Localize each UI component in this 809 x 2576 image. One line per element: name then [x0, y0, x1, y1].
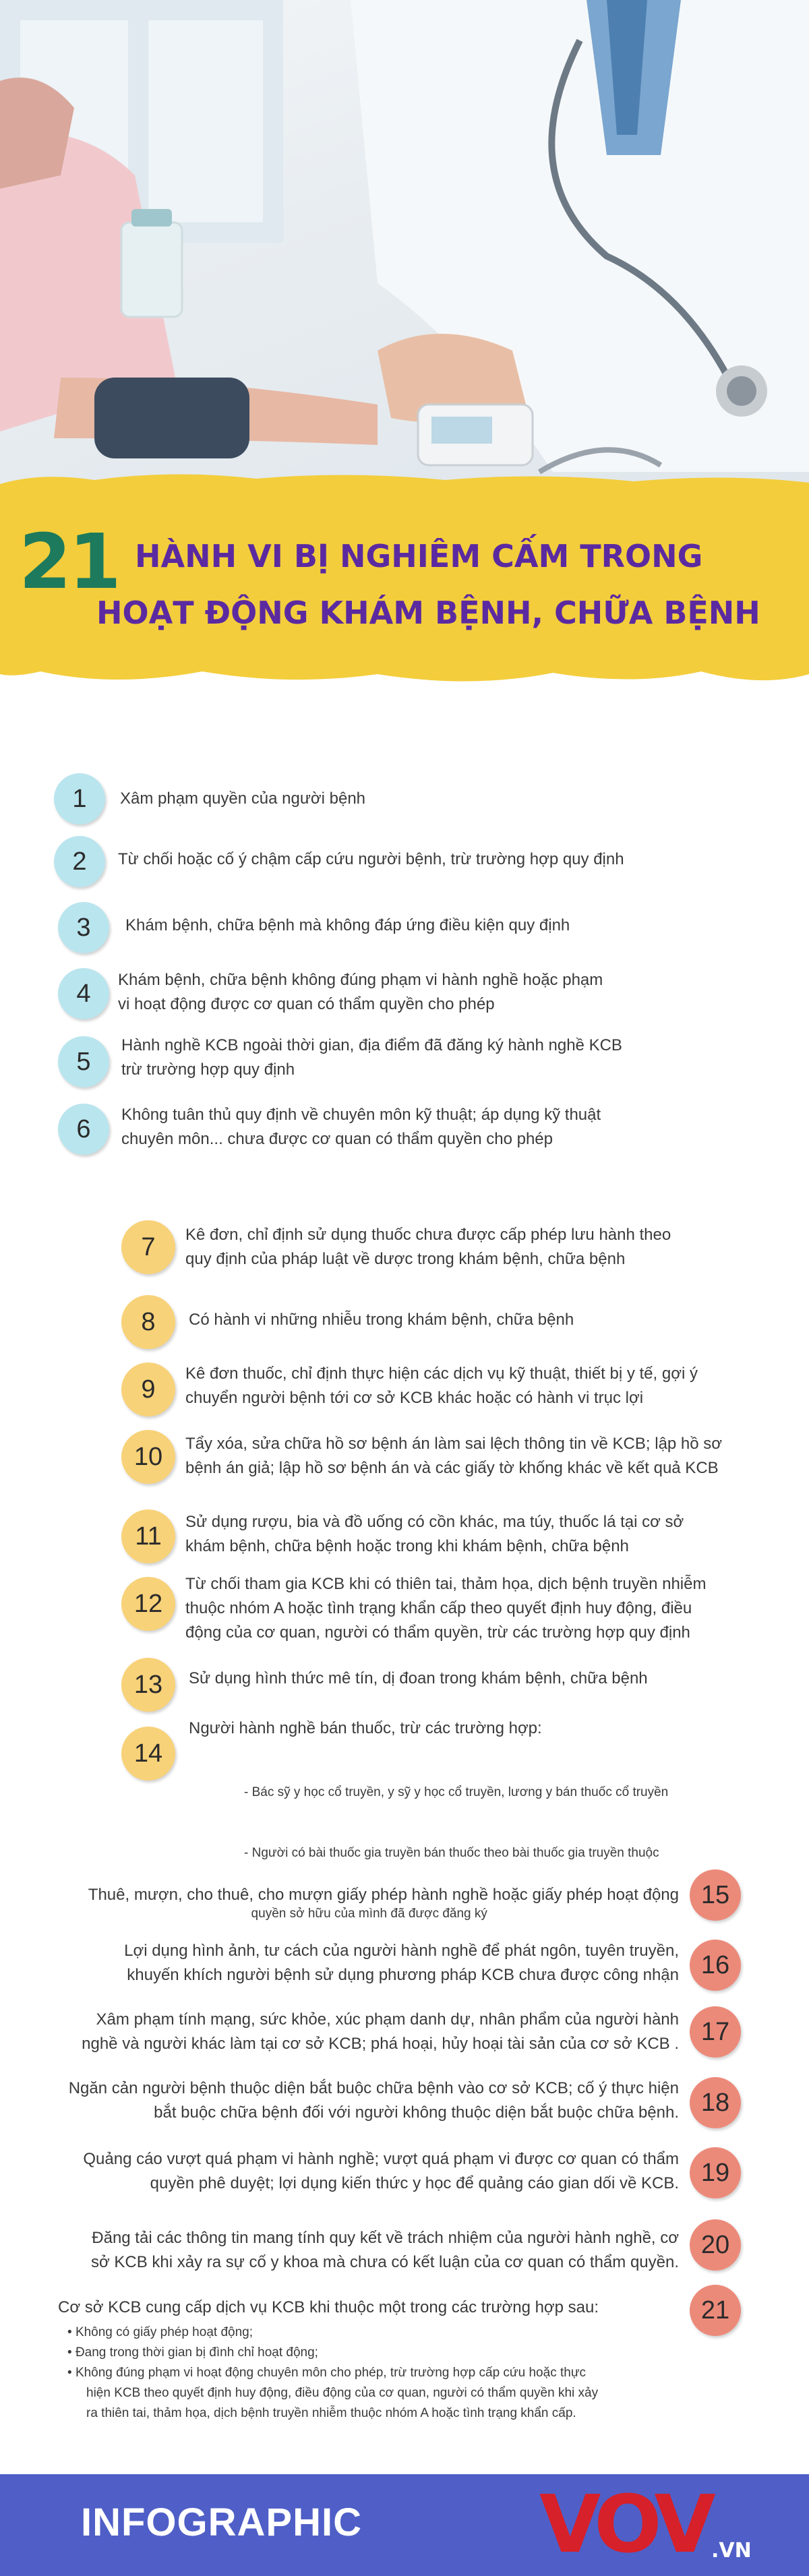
item-13-text — [189, 1667, 648, 1691]
item-9-text — [185, 1362, 698, 1410]
item-3-number-badge: 3 — [58, 902, 109, 953]
item-11-number-badge: 11 — [121, 1509, 175, 1563]
item-4-number-badge: 4 — [58, 968, 109, 1019]
item-2-line-1: Từ chối hoặc cố ý chậm cấp cứu người bệnh, trừ trường hợp quy định — [118, 850, 624, 868]
hero-image — [0, 0, 809, 512]
item-12-line-1: Từ chối tham gia KCB khi có thiên tai, thảm họa, dịch bệnh truyền nhiễm — [185, 1575, 707, 1593]
item-9-line-2: chuyển người bệnh tới cơ sở KCB khác hoặc có hành vi trục lợi — [185, 1389, 644, 1407]
item-9-number-badge: 9 — [121, 1362, 175, 1416]
item-21-sublist — [67, 2323, 598, 2424]
item-16-line-1: Lợi dụng hình ảnh, tư cách của người hành nghề để phát ngôn, tuyên truyền, — [124, 1942, 679, 1960]
item-20-text — [91, 2226, 679, 2275]
item-11-text — [185, 1510, 684, 1559]
item-5-line-1: Hành nghề KCB ngoài thời gian, địa điểm đã đăng ký hành nghề KCB — [121, 1036, 622, 1054]
item-12-line-2: thuộc nhóm A hoặc tình trạng khẩn cấp theo quyết định huy động, điều — [185, 1599, 692, 1617]
item-14-line-1: Người hành nghề bán thuốc, trừ các trường hợp: — [189, 1719, 542, 1737]
item-18-line-1: Ngăn cản người bệnh thuộc diện bắt buộc chữa bệnh vào cơ sở KCB; cố ý thực hiện — [68, 2079, 679, 2097]
item-14-sub-1: - Bác sỹ y học cổ truyền, y sỹ y học cổ truyền, lương y bán thuốc cổ truyền — [244, 1785, 669, 1799]
item-21-text — [58, 2296, 599, 2320]
header-title-line-2: HOẠT ĐỘNG KHÁM BỆNH, CHỮA BỆNH — [96, 595, 760, 631]
item-5-line-2: trừ trường hợp quy định — [121, 1060, 295, 1079]
item-8-number-badge: 8 — [121, 1295, 175, 1349]
item-10-line-1: Tẩy xóa, sửa chữa hồ sơ bệnh án làm sai lệch thông tin về KCB; lập hồ sơ — [185, 1435, 723, 1453]
item-21-line-1: Cơ sở KCB cung cấp dịch vụ KCB khi thuộc một trong các trường hợp sau: — [58, 2298, 599, 2316]
item-5-text — [121, 1034, 622, 1082]
item-3-line-1: Khám bệnh, chữa bệnh mà không đáp ứng điều kiện quy định — [125, 916, 570, 934]
item-14-sub-3: quyền sở hữu của mình đã được đăng ký — [244, 1907, 487, 1921]
item-6-text — [121, 1103, 601, 1151]
item-16-text — [124, 1939, 679, 1987]
item-14-number-badge: 14 — [121, 1727, 175, 1780]
header-number: 21 — [19, 518, 119, 606]
item-17-line-2: nghề và người khác làm tại cơ sở KCB; phá hoại, hủy hoại tài sản của cơ sở KCB . — [82, 2035, 679, 2053]
item-18-number-badge: 18 — [690, 2077, 741, 2128]
item-13-number-badge: 13 — [121, 1658, 175, 1712]
item-16-line-2: khuyến khích người bệnh sử dụng phương pháp KCB chưa được công nhận — [127, 1966, 679, 1984]
item-13-line-1: Sử dụng hình thức mê tín, dị đoan trong khám bệnh, chữa bệnh — [189, 1669, 648, 1687]
item-14-text — [189, 1716, 542, 1741]
item-4-line-1: Khám bệnh, chữa bệnh không đúng phạm vi hành nghề hoặc phạm — [118, 971, 603, 989]
item-1-line-1: Xâm phạm quyền của người bệnh — [120, 789, 366, 808]
item-21-sub-3: • Không đúng phạm vi hoạt động chuyên môn cho phép, trừ trường hợp cấp cứu hoặc thực — [67, 2366, 587, 2380]
item-14-sublist — [244, 1742, 668, 1944]
item-2-number-badge: 2 — [54, 836, 105, 887]
item-9-line-1: Kê đơn thuốc, chỉ định thực hiện các dịch vụ kỹ thuật, thiết bị y tế, gợi ý — [185, 1365, 698, 1383]
logo-suffix: .VN — [711, 2539, 752, 2563]
item-10-line-2: bệnh án giả; lập hồ sơ bệnh án và các giấy tờ khống khác về kết quả KCB — [185, 1459, 719, 1477]
item-21-sub-1: • Không có giấy phép hoạt động; — [67, 2325, 253, 2339]
item-2-text — [118, 847, 624, 872]
item-4-text — [118, 968, 603, 1017]
item-19-number-badge: 19 — [690, 2147, 741, 2198]
item-15-text — [88, 1883, 679, 1907]
header-title-line-1: HÀNH VI BỊ NGHIÊM CẤM TRONG — [135, 538, 703, 574]
item-20-line-1: Đăng tải các thông tin mang tính quy kết về trách nhiệm của người hành nghề, cơ — [92, 2229, 679, 2247]
item-4-line-2: vi hoạt động được cơ quan có thẩm quyền cho phép — [118, 995, 495, 1013]
footer-label: INFOGRAPHIC — [81, 2500, 362, 2544]
item-12-number-badge: 12 — [121, 1577, 175, 1631]
item-3-text — [125, 913, 570, 938]
item-15-line-1: Thuê, mượn, cho thuê, cho mượn giấy phép hành nghề hoặc giấy phép hoạt động — [88, 1886, 679, 1904]
item-7-text — [185, 1223, 671, 1271]
item-17-number-badge: 17 — [690, 2006, 741, 2058]
item-1-number-badge: 1 — [54, 773, 105, 825]
item-6-number-badge: 6 — [58, 1104, 109, 1155]
item-16-number-badge: 16 — [690, 1940, 741, 1991]
item-19-line-2: quyền phê duyệt; lợi dụng kiến thức y học để quảng cáo gian dối về KCB. — [150, 2174, 679, 2192]
item-6-line-2: chuyên môn... chưa được cơ quan có thẩm quyền cho phép — [121, 1130, 553, 1148]
item-1-text — [120, 787, 365, 811]
logo-main: VOV — [539, 2484, 711, 2565]
item-14-sub-2: - Người có bài thuốc gia truyền bán thuốc theo bài thuốc gia truyền thuộc — [244, 1846, 659, 1860]
item-7-line-1: Kê đơn, chỉ định sử dụng thuốc chưa được cấp phép lưu hành theo — [185, 1226, 671, 1244]
item-20-number-badge: 20 — [690, 2219, 741, 2271]
item-21-sub-4: hiện KCB theo quyết định huy động, điều động của cơ quan, người có thẩm quyền khi xảy — [86, 2386, 599, 2400]
item-17-text — [82, 2008, 679, 2056]
item-8-text — [189, 1308, 574, 1332]
item-11-line-1: Sử dụng rượu, bia và đồ uống có cồn khác, ma túy, thuốc lá tại cơ sở — [185, 1513, 684, 1531]
item-12-text — [185, 1572, 706, 1645]
item-19-text — [83, 2147, 679, 2196]
item-10-text — [185, 1432, 722, 1480]
item-12-line-3: động của cơ quan, người có thẩm quyền, trừ các trường hợp quy định — [185, 1623, 690, 1642]
item-8-line-1: Có hành vi những nhiễu trong khám bệnh, chữa bệnh — [189, 1311, 574, 1329]
item-20-line-2: sở KCB khi xảy ra sự cố y khoa mà chưa có kết luận của cơ quan có thẩm quyền. — [90, 2253, 679, 2271]
item-7-number-badge: 7 — [121, 1220, 175, 1274]
item-15-number-badge: 15 — [690, 1869, 741, 1921]
item-21-sub-5: ra thiên tai, thảm họa, dịch bệnh truyền nhiễm thuộc nhóm A hoặc tình trạng khẩn cấp. — [86, 2406, 576, 2420]
item-10-number-badge: 10 — [121, 1430, 175, 1484]
item-6-line-1: Không tuân thủ quy định về chuyên môn kỹ thuật; áp dụng kỹ thuật — [121, 1106, 601, 1124]
item-17-line-1: Xâm phạm tính mạng, sức khỏe, xúc phạm danh dự, nhân phẩm của người hành — [96, 2010, 679, 2029]
item-19-line-1: Quảng cáo vượt quá phạm vi hành nghề; vượt quá phạm vi được cơ quan có thẩm — [83, 2150, 679, 2168]
vov-logo — [539, 2484, 762, 2565]
item-7-line-2: quy định của pháp luật về dược trong khám bệnh, chữa bệnh — [185, 1250, 626, 1268]
item-18-line-2: bắt buộc chữa bệnh đối với người không thuộc diện bắt buộc chữa bệnh. — [154, 2103, 679, 2122]
item-5-number-badge: 5 — [58, 1036, 109, 1087]
doctor-blood-pressure-illustration — [0, 0, 809, 512]
item-11-line-2: khám bệnh, chữa bệnh hoặc trong khi khám bệnh, chữa bệnh — [185, 1537, 629, 1555]
item-21-number-badge: 21 — [690, 2285, 741, 2336]
title-banner — [0, 472, 809, 694]
item-18-text — [69, 2076, 679, 2125]
item-21-sub-2: • Đang trong thời gian bị đình chỉ hoạt động; — [67, 2345, 318, 2360]
